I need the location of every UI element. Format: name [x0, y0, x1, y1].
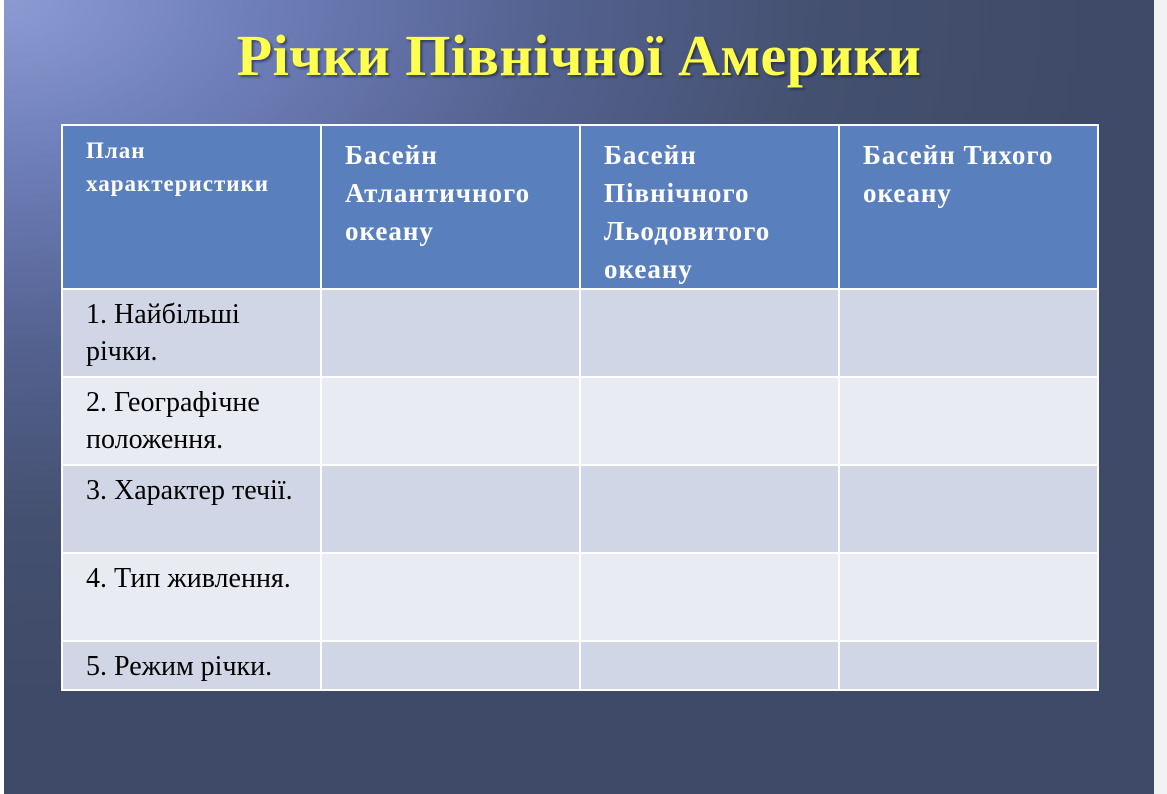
table-cell	[580, 289, 839, 377]
table-cell	[580, 553, 839, 641]
table-cell	[839, 465, 1098, 553]
table-cell	[321, 465, 580, 553]
river-characteristics-table	[61, 124, 1099, 691]
header-plan: План характеристики	[62, 125, 321, 289]
table-row	[62, 465, 1098, 553]
header-arctic-basin: Басейн Північного Льодовитого океану	[580, 125, 839, 289]
window-edge	[1154, 0, 1167, 794]
table-cell	[321, 289, 580, 377]
row-label: 3. Характер течії.	[62, 465, 321, 553]
row-label: 1. Найбільші річки.	[62, 289, 321, 377]
table-cell	[580, 377, 839, 465]
table-cell	[321, 553, 580, 641]
table-row	[62, 553, 1098, 641]
table-cell	[580, 641, 839, 690]
row-label: 5. Режим річки.	[62, 641, 321, 690]
table-row	[62, 289, 1098, 377]
table-cell	[839, 289, 1098, 377]
table-header-row	[62, 125, 1098, 289]
table-row	[62, 377, 1098, 465]
header-atlantic-basin: Басейн Атлантичного океану	[321, 125, 580, 289]
table-cell	[321, 641, 580, 690]
table-cell	[839, 641, 1098, 690]
header-pacific-basin: Басейн Тихого океану	[839, 125, 1098, 289]
row-label: 4. Тип живлення.	[62, 553, 321, 641]
slide-title: Річки Північної Америки	[236, 23, 922, 88]
table-row	[62, 641, 1098, 690]
presentation-slide	[4, 0, 1154, 794]
table-cell	[839, 553, 1098, 641]
row-label: 2. Географічне положення.	[62, 377, 321, 465]
table-cell	[839, 377, 1098, 465]
table-cell	[580, 465, 839, 553]
table-cell	[321, 377, 580, 465]
